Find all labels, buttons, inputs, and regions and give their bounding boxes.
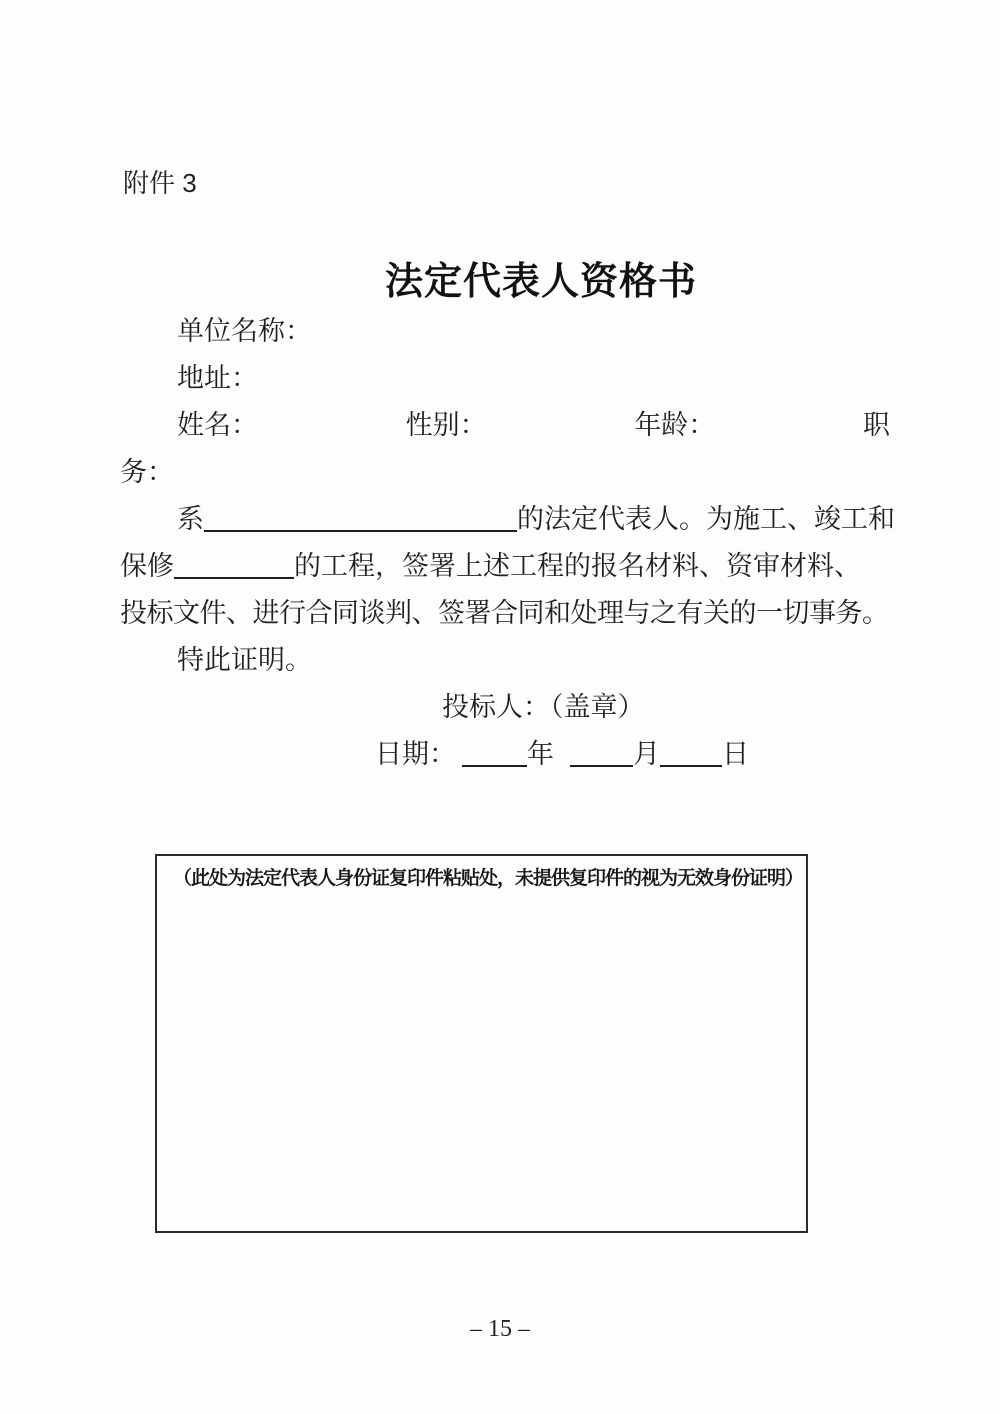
attachment-label: 附件 3 — [123, 168, 197, 198]
warranty-suffix: 的工程，签署上述工程的报名材料、资审材料、 — [294, 551, 861, 581]
month-label: 月 — [633, 739, 660, 769]
id-copy-notice: （此处为法定代表人身份证复印件粘贴处，未提供复印件的视为无效身份证明） — [173, 868, 804, 889]
address-label: 地址： — [177, 363, 258, 393]
position-row — [120, 449, 890, 496]
day-label: 日 — [722, 739, 749, 769]
authorization-line-2 — [120, 543, 890, 590]
month-blank-line — [570, 739, 633, 767]
authorization-line-1 — [120, 496, 895, 543]
name-label: 姓名： — [177, 410, 258, 440]
authorization-line-3 — [120, 590, 890, 637]
company-blank-line — [204, 504, 517, 532]
gender-label: 性别： — [405, 410, 487, 440]
form-body — [120, 308, 895, 778]
company-name-label: 单位名称： — [177, 316, 312, 346]
address-row — [120, 355, 890, 402]
year-blank-line — [462, 739, 527, 767]
person-info-row — [120, 402, 890, 449]
age-label: 年龄： — [634, 410, 716, 440]
year-label: 年 — [527, 739, 554, 769]
position-label-part1: 职 — [862, 410, 890, 440]
warranty-prefix: 保修 — [120, 551, 174, 581]
bid-docs-sentence: 投标文件、进行合同谈判、签署合同和处理与之有关的一切事务。 — [120, 598, 889, 628]
closing-statement: 特此证明。 — [177, 645, 312, 675]
day-blank-line — [660, 739, 722, 767]
bidder-seal-row — [120, 684, 890, 731]
id-copy-paste-box — [155, 854, 808, 1233]
legal-rep-suffix: 的法定代表人。为施工、竣工和 — [517, 504, 895, 534]
date-row — [120, 731, 890, 778]
position-label-part2: 务： — [120, 457, 174, 487]
date-label: 日期： — [375, 739, 456, 769]
legal-rep-prefix: 系 — [177, 504, 204, 534]
company-name-row — [120, 308, 890, 355]
document-title: 法定代表人资格书 — [384, 261, 697, 303]
closing-row — [120, 637, 890, 684]
bidder-seal-label: 投标人：（盖章） — [442, 692, 645, 722]
project-blank-line — [174, 551, 294, 579]
page-number: – 15 – — [470, 1316, 530, 1342]
